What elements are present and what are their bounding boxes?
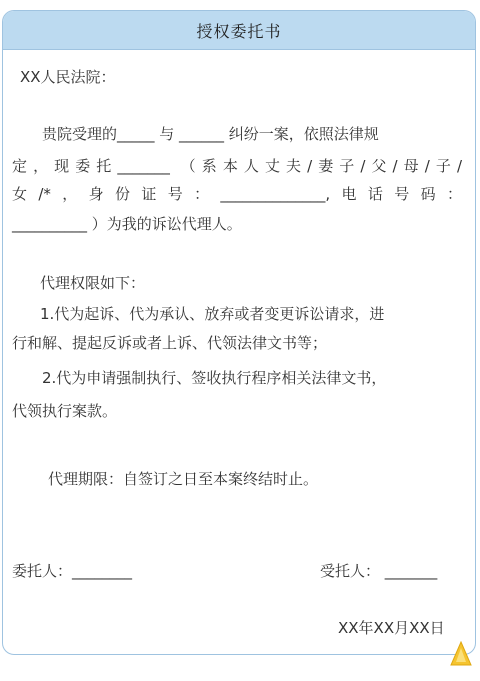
principal-signature: 委托人：________ xyxy=(12,562,133,580)
powers-item-1: 1.代为起诉、代为承认、放弃或者变更诉讼请求，进 xyxy=(40,305,385,323)
document-title: 授权委托书 xyxy=(3,11,475,50)
body-line-4: __________ ）为我的诉讼代理人。 xyxy=(12,215,242,233)
body-line-1: 贵院受理的_____ 与 ______ 纠纷一案，依照法律规 xyxy=(42,125,379,143)
powers-item-1-cont: 行和解、提起反诉或者上诉、代领法律文书等； xyxy=(12,334,328,352)
powers-item-2: 2.代为申请强制执行、签收执行程序相关法律文书， xyxy=(42,369,387,387)
date: XX年XX月XX日 xyxy=(338,619,445,637)
powers-item-2-cont: 代领执行案款。 xyxy=(12,402,118,420)
term: 代理期限：自签订之日至本案终结时止。 xyxy=(48,470,319,488)
agent-signature: 受托人： _______ xyxy=(320,562,438,580)
triangle-icon[interactable] xyxy=(450,641,472,667)
powers-heading: 代理权限如下： xyxy=(40,274,146,292)
body-line-3: 女/*，身份证号：______________,电话号码： xyxy=(12,185,462,203)
body-line-2: 定，现委托_______ （系本人丈夫/妻子/父/母/子/ xyxy=(12,157,462,175)
addressee: XX人民法院： xyxy=(20,68,116,86)
